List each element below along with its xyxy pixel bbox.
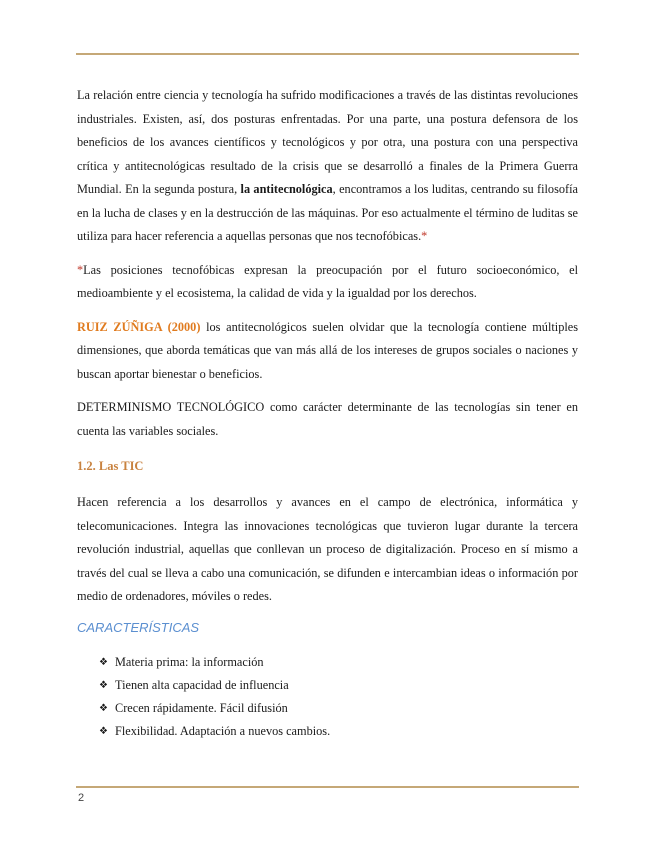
list-item bbox=[99, 697, 578, 720]
section-heading: 1.2. Las TIC bbox=[77, 459, 144, 473]
list-item-text: Tienen alta capacidad de influencia bbox=[115, 677, 289, 692]
subheading-caracteristicas: CARACTERÍSTICAS bbox=[77, 619, 200, 635]
paragraph-luditas bbox=[77, 84, 578, 249]
characteristics-list bbox=[77, 651, 578, 743]
page-number: 2 bbox=[78, 792, 85, 804]
paragraph-tecnofobicas bbox=[77, 259, 578, 306]
paragraph-text: La relación entre ciencia y tecnología ha sufrido modificaciones a través de las distintas revoluciones industriales. Existen, así, dos posturas enfrentadas. Por una parte, una postura defensora de los beneficios de los avances científicos y tecnológicos y por otra, una postura con una perspectiva crítica y antitecnológicas resultado de la crisis que se desarrolló a finales de la Primera Guerra Mundial. En la segunda postura, bbox=[77, 88, 578, 196]
diamond-bullet-icon: ❖ bbox=[99, 702, 108, 714]
footnote-asterisk: * bbox=[77, 262, 84, 277]
paragraph-text: los antitecnológicos suelen olvidar que la tecnología contiene múltiples dimensiones, que aborda temáticas que van más allá de los intereses de grupos sociales o naciones y buscan aportar bienestar o beneficios. bbox=[77, 319, 579, 381]
diamond-bullet-icon: ❖ bbox=[99, 656, 108, 668]
paragraph-text: Las posiciones tecnofóbicas expresan la preocupación por el futuro socioeconómico, el medioambiente y el ecosistema, la calidad de vida y la igualdad por los derechos. bbox=[77, 262, 578, 300]
bold-term: la antitecnológica bbox=[240, 182, 333, 196]
list-item bbox=[99, 651, 578, 674]
paragraph-tic: Hacen referencia a los desarrollos y avances en el campo de electrónica, informática y telecomunicaciones. Integra las innovaciones tecnológicas que tuvieron lugar durante la tercera revolución industrial, aquellas que conllevan un proceso de digitalización. Proceso en sí mismo a través del cual se lleva a cabo una comunicación, se difunden e intercambian ideas o información por medio de ordenadores, móviles o redes. bbox=[77, 495, 578, 603]
citation: RUIZ ZÚÑIGA (2000) bbox=[77, 319, 201, 334]
paragraph-determinismo: DETERMINISMO TECNOLÓGICO como carácter determinante de las tecnologías sin tener en cuenta las variables sociales. bbox=[77, 400, 578, 438]
list-item bbox=[99, 720, 578, 743]
diamond-bullet-icon: ❖ bbox=[99, 679, 108, 691]
footnote-asterisk: * bbox=[421, 229, 428, 243]
list-item bbox=[99, 674, 578, 697]
page-body bbox=[77, 84, 578, 743]
paragraph-text: , encontramos a los luditas, centrando su filosofía en la lucha de clases y en la destrucción de las máquinas. Por eso actualmente el término de luditas se utiliza para hacer referencia a aquellas personas que nos tecnofóbicas. bbox=[77, 182, 578, 243]
header-rule bbox=[76, 53, 579, 55]
diamond-bullet-icon: ❖ bbox=[99, 725, 108, 737]
footer-rule bbox=[76, 786, 579, 788]
paragraph-ruiz-zuniga bbox=[77, 316, 578, 387]
list-item-text: Crecen rápidamente. Fácil difusión bbox=[115, 700, 288, 715]
list-item-text: Flexibilidad. Adaptación a nuevos cambios. bbox=[115, 723, 331, 738]
list-item-text: Materia prima: la información bbox=[115, 654, 264, 669]
